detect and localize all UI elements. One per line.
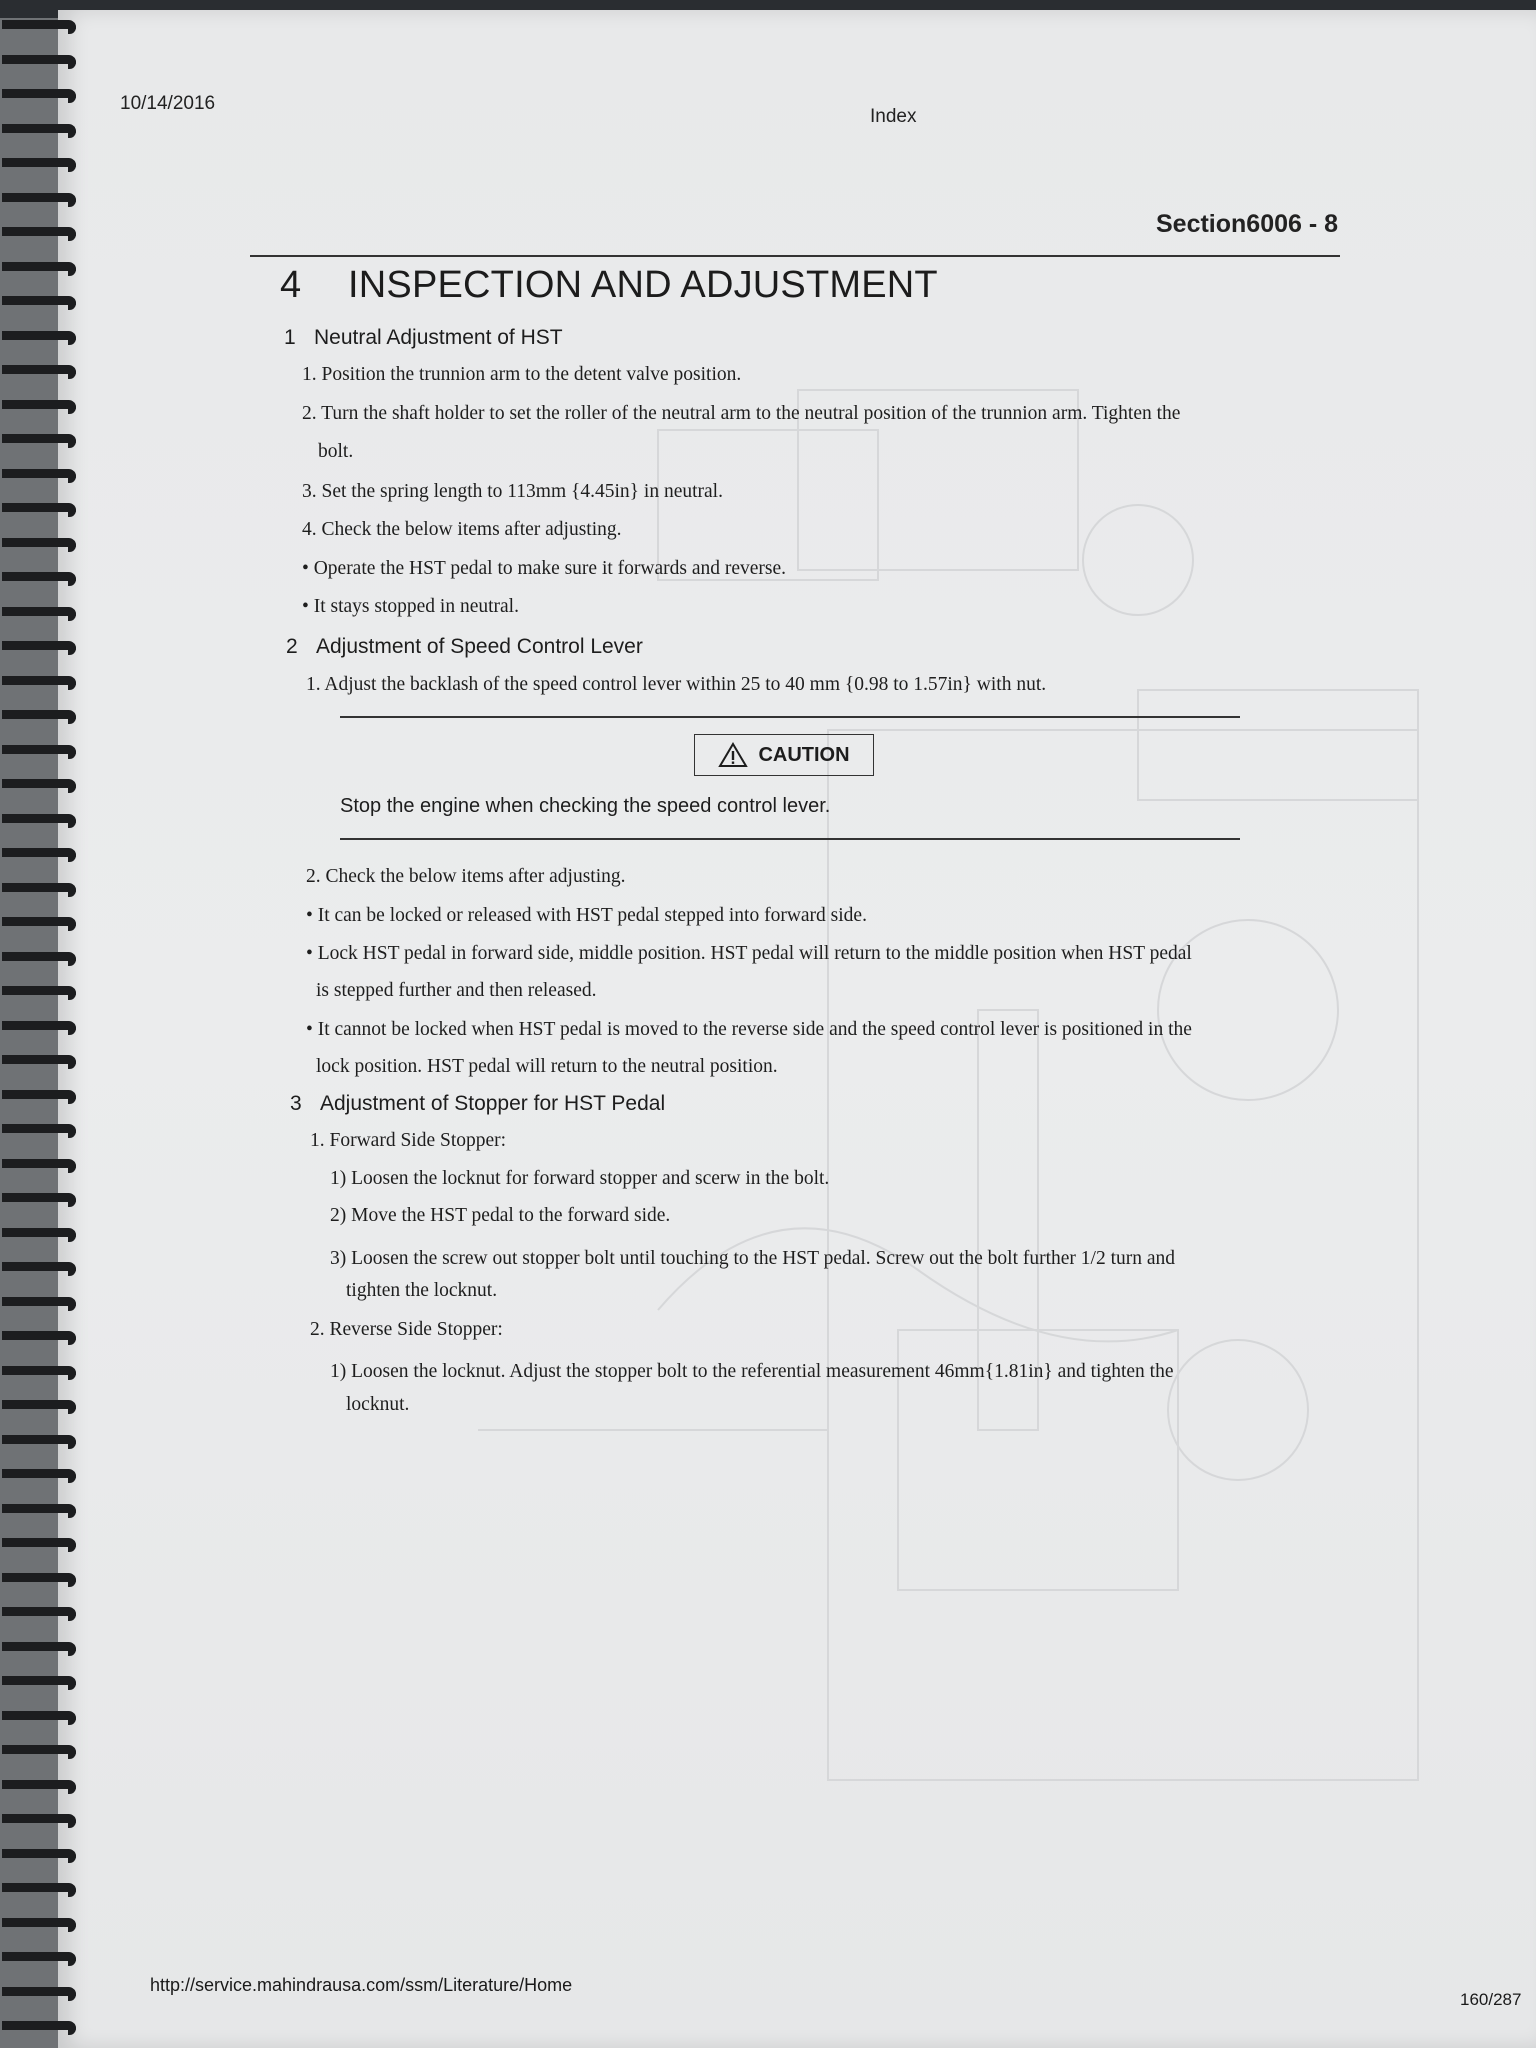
footer-url: http://service.mahindrausa.com/ssm/Literature/Home <box>150 1975 573 1995</box>
spiral-binding <box>0 20 95 2048</box>
sub2-line-2: 2. Check the below items after adjusting. <box>306 866 626 887</box>
spiral-coil <box>2 1124 76 1138</box>
spiral-coil <box>2 1538 76 1552</box>
spiral-coil <box>2 1193 76 1207</box>
section-number: Section6006 - 8 <box>1156 210 1339 238</box>
spiral-coil <box>2 1607 76 1621</box>
caution-top-rule <box>340 716 1240 718</box>
spiral-coil <box>2 1814 76 1828</box>
spiral-coil <box>2 745 76 759</box>
spiral-coil <box>2 1090 76 1104</box>
spiral-coil <box>2 158 76 172</box>
spiral-coil <box>2 1159 76 1173</box>
sub2-bullet-3: • It cannot be locked when HST pedal is moved to the reverse side and the speed control lever is positioned in the <box>306 1019 1192 1040</box>
spiral-coil <box>2 641 76 655</box>
spiral-coil <box>2 1297 76 1311</box>
subsection-2-heading <box>286 635 643 659</box>
sub2-bullet-3-cont: lock position. HST pedal will return to the neutral position. <box>316 1056 778 1077</box>
warning-triangle-icon <box>718 742 748 768</box>
sub1-bullet-2: • It stays stopped in neutral. <box>302 596 519 617</box>
spiral-coil <box>2 917 76 931</box>
spiral-coil <box>2 1400 76 1414</box>
spiral-coil <box>2 1331 76 1345</box>
spiral-coil <box>2 296 76 310</box>
spiral-coil <box>2 1469 76 1483</box>
spiral-coil <box>2 1435 76 1449</box>
sub3-line-3: 2) Move the HST pedal to the forward side. <box>330 1205 671 1226</box>
sub2-bullet-1: • It can be locked or released with HST pedal stepped into forward side. <box>306 905 867 926</box>
spiral-coil <box>2 1780 76 1794</box>
spiral-coil <box>2 2021 76 2035</box>
page-number: 160/287 <box>1460 1990 1522 2009</box>
sub3-line-4: 3) Loosen the screw out stopper bolt until touching to the HST pedal. Screw out the bolt further 1/2 turn and <box>330 1248 1176 1269</box>
page-title <box>280 264 938 307</box>
spiral-coil <box>2 607 76 621</box>
heading-number: 4 <box>280 264 302 306</box>
spiral-coil <box>2 1711 76 1725</box>
spiral-coil <box>2 710 76 724</box>
spiral-coil <box>2 400 76 414</box>
subsection-1-title: Neutral Adjustment of HST <box>314 326 563 349</box>
subsection-1-number: 1 <box>284 326 296 349</box>
spiral-coil <box>2 55 76 69</box>
spiral-coil <box>2 1918 76 1932</box>
spiral-coil <box>2 227 76 241</box>
caution-bottom-rule <box>340 838 1240 840</box>
header-rule <box>250 255 1340 257</box>
sub1-line-5: 4. Check the below items after adjusting. <box>302 519 622 540</box>
sub3-line-4-cont: tighten the locknut. <box>346 1280 498 1301</box>
spiral-coil <box>2 193 76 207</box>
sub3-line-1: 1. Forward Side Stopper: <box>310 1130 507 1151</box>
spiral-coil <box>2 986 76 1000</box>
spiral-coil <box>2 1228 76 1242</box>
spiral-coil <box>2 1021 76 1035</box>
spiral-coil <box>2 1745 76 1759</box>
sub1-bullet-1: • Operate the HST pedal to make sure it forwards and reverse. <box>302 558 787 579</box>
spiral-coil <box>2 1504 76 1518</box>
sub3-line-6-cont: locknut. <box>346 1394 410 1415</box>
sub3-line-2: 1) Loosen the locknut for forward stopper and scerw in the bolt. <box>330 1168 830 1189</box>
sub2-line-1: 1. Adjust the backlash of the speed control lever within 25 to 40 mm {0.98 to 1.57in} with nut. <box>306 674 1047 695</box>
spiral-coil <box>2 1849 76 1863</box>
spiral-coil <box>2 20 76 34</box>
spiral-coil <box>2 572 76 586</box>
spiral-coil <box>2 1987 76 2001</box>
caution-label: CAUTION <box>758 743 850 766</box>
spiral-coil <box>2 262 76 276</box>
heading-title: INSPECTION AND ADJUSTMENT <box>348 264 938 306</box>
sub3-line-5: 2. Reverse Side Stopper: <box>310 1319 503 1340</box>
caution-text: Stop the engine when checking the speed control lever. <box>340 795 831 817</box>
subsection-3-title: Adjustment of Stopper for HST Pedal <box>320 1092 666 1115</box>
spiral-coil <box>2 814 76 828</box>
spiral-coil <box>2 538 76 552</box>
spiral-coil <box>2 779 76 793</box>
spiral-coil <box>2 1642 76 1656</box>
caution-box <box>694 734 874 776</box>
sub2-bullet-2: • Lock HST pedal in forward side, middle position. HST pedal will return to the middle position when HST pedal <box>306 943 1192 964</box>
spiral-coil <box>2 124 76 138</box>
spiral-coil <box>2 1883 76 1897</box>
spiral-coil <box>2 952 76 966</box>
spiral-coil <box>2 1366 76 1380</box>
spiral-coil <box>2 469 76 483</box>
spiral-coil <box>2 434 76 448</box>
spiral-coil <box>2 365 76 379</box>
sub1-line-3: bolt. <box>318 441 354 462</box>
sub1-line-2: 2. Turn the shaft holder to set the roller of the neutral arm to the neutral position of the trunnion arm. Tighten the <box>302 403 1181 424</box>
spiral-coil <box>2 1262 76 1276</box>
subsection-3-heading <box>290 1092 665 1116</box>
subsection-1-heading <box>284 326 563 350</box>
spiral-coil <box>2 89 76 103</box>
spiral-coil <box>2 848 76 862</box>
spiral-coil <box>2 503 76 517</box>
spiral-coil <box>2 1055 76 1069</box>
subsection-2-title: Adjustment of Speed Control Lever <box>316 635 643 658</box>
spiral-coil <box>2 1952 76 1966</box>
spiral-coil <box>2 1573 76 1587</box>
sub1-line-4: 3. Set the spring length to 113mm {4.45in} in neutral. <box>302 481 723 502</box>
spiral-coil <box>2 331 76 345</box>
spiral-coil <box>2 883 76 897</box>
spiral-coil <box>2 676 76 690</box>
subsection-3-number: 3 <box>290 1092 302 1115</box>
sub3-line-6: 1) Loosen the locknut. Adjust the stopper bolt to the referential measurement 46mm{1.81in} and tighten the <box>330 1361 1174 1382</box>
header-title: Index <box>870 106 917 127</box>
sub1-line-1: 1. Position the trunnion arm to the detent valve position. <box>302 364 742 385</box>
sub2-bullet-2-cont: is stepped further and then released. <box>316 980 597 1001</box>
spiral-coil <box>2 1676 76 1690</box>
subsection-2-number: 2 <box>286 635 298 658</box>
header-date: 10/14/2016 <box>120 93 216 114</box>
